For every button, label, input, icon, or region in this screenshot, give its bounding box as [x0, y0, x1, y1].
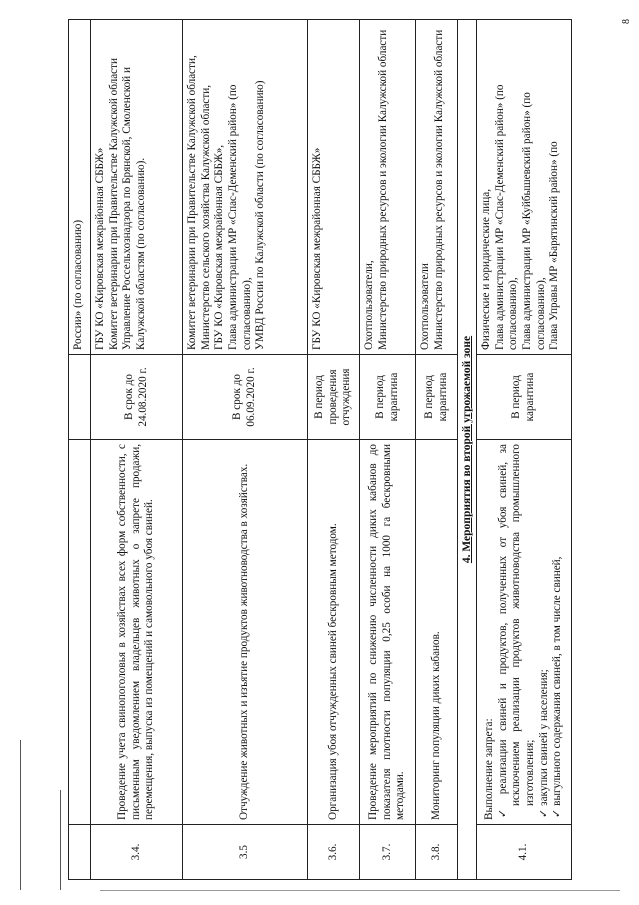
scan-artifact-line [20, 740, 21, 890]
term-cell: В период карантина [477, 355, 572, 440]
executor-line: ГБУ КО «Кировская межрайонная СББЖ» [311, 147, 323, 350]
table-row [69, 20, 91, 880]
executor-line: Управление Россельхознадзора по Брянской, Смоленской и Калужской областям (по согласованию). [121, 67, 147, 350]
term-cell: В период карантина [360, 355, 416, 440]
checkmark-bullet: ✓ закупки свиней у населения; [537, 669, 550, 818]
executor-line: Глава администрации МР «Спас-Деменский район» (по согласованию), [493, 84, 520, 350]
executor-line: Министерство природных ресурсов и экологии Калужской области [376, 29, 389, 350]
executor-line: ГБУ КО «Кировская межрайонная СББЖ» [94, 147, 106, 350]
section-heading-row [458, 20, 477, 880]
executors-cell [360, 20, 416, 355]
table-row [360, 20, 416, 880]
task-cell: Отчуждение животных и изъятие продуктов животноводства в хозяйствах. [183, 440, 308, 825]
table-row [183, 20, 308, 880]
checkmark-bullet: ✓ выгульного содержания свиней, в том числе свиней, [551, 556, 564, 818]
executor-line: Физические и юридические лица, [480, 189, 493, 350]
scan-artifact-line [60, 790, 61, 890]
executors-cell [416, 20, 458, 355]
checkmark-bullet: ✓ реализации свиней и продуктов, полученных от убоя свиней, за исключением реализации продуктов животноводства промышленного изготовления; [496, 444, 537, 818]
task-cell [477, 440, 572, 825]
term-cell [69, 355, 91, 440]
executor-line: Глава Управы МР «Барятинский район» (по [548, 141, 561, 350]
executor-line: УМВД России по Калужской области (по согласованию) [254, 80, 267, 350]
page-number: 8 [621, 19, 632, 24]
executor-line: ГБУ КО «Кировская межрайонная СББЖ», [213, 144, 226, 350]
executor-line: Глава администрации МР «Спас-Деменский район» (по согласованию), [226, 84, 253, 350]
row-number: 3.6. [308, 825, 360, 880]
row-number: 3.4. [91, 825, 183, 880]
term-cell: В срок до 24.08.2020 г. [91, 355, 183, 440]
table-row [477, 20, 572, 880]
row-number: 3.8. [416, 825, 458, 880]
term-cell: В период проведения отчуждения [308, 355, 360, 440]
executor-line: Глава администрации МР «Куйбышевский район» (по согласованию), [520, 92, 547, 350]
table-row [308, 20, 360, 880]
executor-line: Министерство сельского хозяйства Калужской области, [199, 84, 212, 350]
row-number: 3.7. [360, 825, 416, 880]
table-body [69, 20, 572, 880]
task-cell: Проведение учета свинопоголовья в хозяйствах всех форм собственности, с письменным уведомлением владельцев животных о запрете продажи, перемещения, выпуска из помещений и самовольного убоя свиней. [91, 440, 183, 825]
executor-line: Министерство природных ресурсов и экологии Калужской области [432, 29, 445, 350]
executors-cell [91, 20, 183, 355]
term-cell: В период карантина [416, 355, 458, 440]
executor-line: Охотпользователи [419, 263, 431, 350]
executors-cell [183, 20, 308, 355]
task-cell: Организация убоя отчужденных свиней бескровным методом. [308, 440, 360, 825]
executors-cell [69, 20, 91, 355]
scan-artifact-line [100, 890, 620, 891]
row-number: 3.5 [183, 825, 308, 880]
measures-table [68, 19, 572, 880]
task-cell: Мониторинг популяции диких кабанов. [416, 440, 458, 825]
table-row [91, 20, 183, 880]
row-number [69, 825, 91, 880]
executor-line: Охотпользователи, [363, 260, 375, 350]
executors-cell [477, 20, 572, 355]
executor-line: России» (по согласованию) [72, 219, 84, 350]
task-cell: Проведение мероприятий по снижению численности диких кабанов до показателя плотности популяции 0,25 особи на 1000 га бескровными методами. [360, 440, 416, 825]
task-cell [69, 440, 91, 825]
term-cell: В срок до 06.09.2020 г. [183, 355, 308, 440]
executors-cell [308, 20, 360, 355]
table-row [416, 20, 458, 880]
task-intro: Выполнение запрета: [483, 718, 496, 820]
executor-line: Комитет ветеринарии при Правительстве Калужской области [107, 57, 120, 350]
section-title: 4. Мероприятия во второй угрожаемой зоне [458, 20, 477, 880]
executor-line: Комитет ветеринарии при Правительстве Калужской области, [186, 55, 198, 350]
row-number: 4.1. [477, 825, 572, 880]
